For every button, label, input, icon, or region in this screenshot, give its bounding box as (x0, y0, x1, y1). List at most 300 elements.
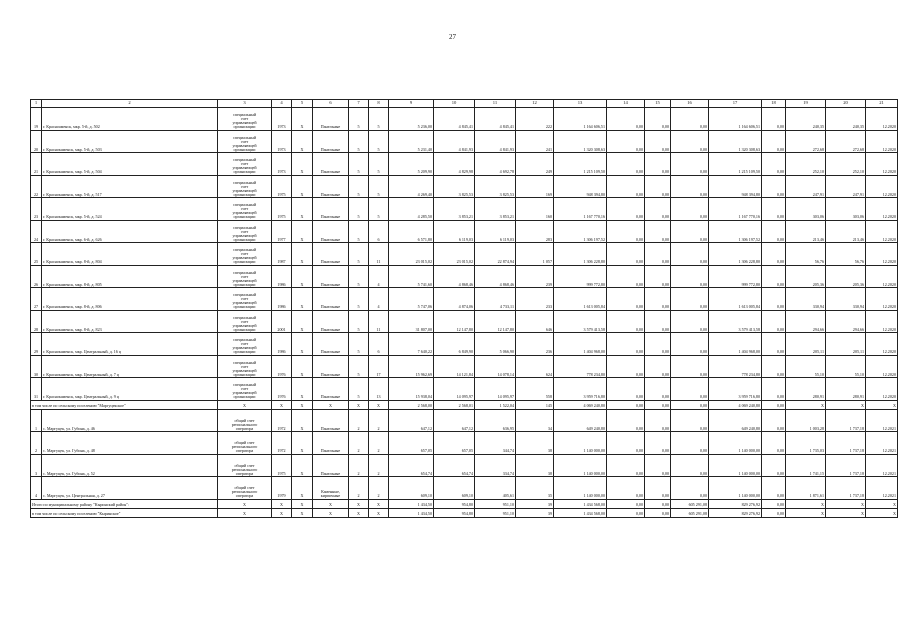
column-number-cell: 19 (786, 100, 826, 108)
fund-label-line: регионального (231, 466, 258, 472)
fund-label-line: специальный (232, 359, 257, 365)
fund-regional-cell: 0,00 (645, 153, 671, 176)
fund-label-line: регионального (231, 489, 258, 495)
fund-label-line: общий счет (234, 485, 255, 491)
fund-federal-cell: 0,00 (607, 409, 645, 432)
fund-label-line: общий счет (234, 417, 255, 423)
fund-label-line: организации (233, 124, 256, 130)
limit-cost-cell: 1 737,18 (826, 409, 866, 432)
fund-regional-cell: 0,00 (645, 265, 671, 288)
residents-cell: 1 057 (516, 243, 554, 266)
residential-area-cell: 4 868,46 (475, 265, 516, 288)
summary-value: 4 069 240,80 (709, 400, 762, 409)
fund-label-line: организации (233, 146, 256, 152)
deadline-cell: 12.2020 (866, 243, 898, 266)
wall-material-cell: Панельные (313, 265, 349, 288)
repair-cost-cell: 1 140 000,00 (554, 477, 607, 500)
summary-value: 1 522,04 (475, 400, 516, 409)
year-cell: 1976 (272, 355, 292, 378)
total-area-cell: 657,05 (389, 432, 434, 455)
fund-label-line: счет (240, 228, 249, 234)
floors-cell: 5 (349, 378, 369, 401)
fund-method-cell (218, 175, 272, 198)
fund-label-line: специальный (232, 224, 257, 230)
summary-value: 605 291,08 (671, 499, 709, 508)
fund-method-cell (218, 288, 272, 311)
wall-material-cell: Панельные (313, 355, 349, 378)
table-row (31, 108, 898, 131)
fund-label-line: счет (240, 183, 249, 189)
fund-owners-cell: 1 320 308,63 (709, 130, 762, 153)
wall-material-cell: Панельные (313, 432, 349, 455)
fund-local-cell: 0,00 (671, 243, 709, 266)
summary-mark: Х (313, 400, 349, 409)
fund-local-cell: 0,00 (671, 378, 709, 401)
premises-area-cell: 4 868,46 (434, 265, 475, 288)
repair-cost-cell: 948 394,80 (554, 175, 607, 198)
fund-owners-cell: 1 140 000,00 (709, 454, 762, 477)
repair-cost-cell: 1 320 308,63 (554, 130, 607, 153)
entrances-cell: 2 (369, 409, 389, 432)
total-row (31, 499, 898, 508)
summary-value: 0,00 (645, 508, 671, 517)
subtotal-row (31, 400, 898, 409)
table-row (31, 265, 898, 288)
floors-cell: 5 (349, 355, 369, 378)
summary-value: 0,00 (762, 400, 786, 409)
repair-cost-cell: 1 164 606,51 (554, 108, 607, 131)
total-area-cell: 23 015,02 (389, 243, 434, 266)
unit-cost-cell: 1 003,28 (786, 409, 826, 432)
fund-local-cell: 0,00 (671, 265, 709, 288)
summary-mark: Х (292, 400, 313, 409)
address-cell: с. Маргуцек, ул. Губина, д. 52 (42, 454, 218, 477)
fund-label-line: счет (240, 138, 249, 144)
total-area-cell: 4 269,40 (389, 175, 434, 198)
fund-method-cell (218, 378, 272, 401)
fund-method-cell (218, 243, 272, 266)
repair-cost-cell: 1 167 770,16 (554, 198, 607, 221)
repair-cost-cell: 3 579 413,58 (554, 310, 607, 333)
year-cell: 2001 (272, 310, 292, 333)
fund-method-cell (218, 108, 272, 131)
repair-cost-cell: 1 140 000,00 (554, 432, 607, 455)
table-row (31, 333, 898, 356)
fund-regional-cell: 0,00 (645, 108, 671, 131)
fund-label-line: специальный (232, 202, 257, 208)
unit-cost-cell: 1 871,61 (786, 477, 826, 500)
summary-value: 0,00 (671, 400, 709, 409)
residential-area-cell: 344,74 (475, 432, 516, 455)
fund-other-cell: 0,00 (762, 310, 786, 333)
fund-other-cell: 0,00 (762, 243, 786, 266)
summary-mark: Х (218, 499, 272, 508)
year-cell: 1972 (272, 432, 292, 455)
year-cell: 1986 (272, 265, 292, 288)
fund-other-cell: 0,00 (762, 477, 786, 500)
fund-owners-cell: 1 140 000,00 (709, 432, 762, 455)
summary-value: 954,80 (434, 499, 475, 508)
limit-cost-cell: 294,66 (826, 310, 866, 333)
entrances-cell: 2 (369, 432, 389, 455)
total-area-cell: 5 741,60 (389, 265, 434, 288)
summary-value: 39 (516, 499, 554, 508)
fund-label-line: общий счет (234, 462, 255, 468)
repair-cost-cell: 1 404 968,00 (554, 333, 607, 356)
residential-area-cell: 405,61 (475, 477, 516, 500)
residential-area-cell: 4 692,78 (475, 153, 516, 176)
summary-mark: Х (786, 508, 826, 517)
fund-local-cell: 0,00 (671, 175, 709, 198)
year-cell: 1977 (272, 220, 292, 243)
fund-local-cell: 0,00 (671, 108, 709, 131)
table-row (31, 198, 898, 221)
commission-year-cell: Х (292, 265, 313, 288)
entrances-cell: 2 (369, 454, 389, 477)
year-cell: 1975 (272, 198, 292, 221)
fund-owners-cell: 1 215 109,50 (709, 153, 762, 176)
residents-cell: 283 (516, 220, 554, 243)
fund-other-cell: 0,00 (762, 198, 786, 221)
address-cell: г. Краснокаменск, мкр. Центральный, д. 16 ц (42, 333, 218, 356)
commission-year-cell: Х (292, 130, 313, 153)
fund-regional-cell: 0,00 (645, 130, 671, 153)
unit-cost-cell: 205,36 (786, 265, 826, 288)
residential-area-cell: 4 841,93 (475, 130, 516, 153)
year-cell: 1975 (272, 454, 292, 477)
commission-year-cell: Х (292, 153, 313, 176)
commission-year-cell: Х (292, 333, 313, 356)
entrances-cell: 5 (369, 108, 389, 131)
deadline-cell: 12.2020 (866, 355, 898, 378)
fund-other-cell: 0,00 (762, 378, 786, 401)
fund-method-cell (218, 432, 272, 455)
fund-federal-cell: 0,00 (607, 477, 645, 500)
fund-label-line: управляющей (232, 210, 257, 216)
premises-area-cell: 4 841,93 (434, 130, 475, 153)
deadline-cell: 12.2020 (866, 288, 898, 311)
residential-area-cell: 5 066,90 (475, 333, 516, 356)
floors-cell: 5 (349, 333, 369, 356)
fund-federal-cell: 0,00 (607, 130, 645, 153)
entrances-cell: 11 (369, 243, 389, 266)
unit-cost-cell: 330,94 (786, 288, 826, 311)
residential-area-cell: 12 147,80 (475, 310, 516, 333)
summary-value: 2 568,00 (389, 400, 434, 409)
fund-label-line: специальный (232, 134, 257, 140)
unit-cost-cell: 280,91 (786, 378, 826, 401)
summary-mark: Х (369, 499, 389, 508)
address-cell: г. Краснокаменск, мкр. 5-й, д. 504 (42, 153, 218, 176)
premises-area-cell: 3 825,53 (434, 175, 475, 198)
year-cell: 1986 (272, 333, 292, 356)
fund-federal-cell: 0,00 (607, 243, 645, 266)
fund-regional-cell: 0,00 (645, 198, 671, 221)
summary-value: 0,00 (645, 400, 671, 409)
fund-regional-cell: 0,00 (645, 333, 671, 356)
total-area-cell: 647,12 (389, 409, 434, 432)
address-cell: г. Краснокаменск, мкр. Центральный, д. 7 ц (42, 355, 218, 378)
row-number: 25 (31, 243, 42, 266)
address-cell: с. Маргуцек, ул. Губина, д. 48 (42, 432, 218, 455)
summary-mark: Х (292, 499, 313, 508)
limit-cost-cell: 247,91 (826, 175, 866, 198)
limit-cost-cell: 280,91 (826, 378, 866, 401)
deadline-cell: 12.2020 (866, 198, 898, 221)
fund-method-cell (218, 198, 272, 221)
row-number: 29 (31, 333, 42, 356)
residential-area-cell: 636,95 (475, 409, 516, 432)
premises-area-cell: 14 095,97 (434, 378, 475, 401)
residents-cell: 169 (516, 175, 554, 198)
fund-owners-cell: 778 234,80 (709, 355, 762, 378)
summary-mark: Х (349, 400, 369, 409)
total-area-cell: 15 962,69 (389, 355, 434, 378)
fund-federal-cell: 0,00 (607, 265, 645, 288)
summary-value: 951,10 (475, 508, 516, 517)
residents-cell: 222 (516, 108, 554, 131)
table-row (31, 175, 898, 198)
residential-area-cell: 6 119,03 (475, 220, 516, 243)
address-cell: г. Краснокаменск, мкр. 5-й, д. 524 (42, 198, 218, 221)
fund-regional-cell: 0,00 (645, 288, 671, 311)
floors-cell: 5 (349, 288, 369, 311)
column-number-cell: 9 (389, 100, 434, 108)
fund-federal-cell: 0,00 (607, 288, 645, 311)
total-area-cell: 5 231,40 (389, 130, 434, 153)
premises-area-cell: 6 119,03 (434, 220, 475, 243)
entrances-cell: 4 (369, 265, 389, 288)
entrances-cell: 2 (369, 477, 389, 500)
commission-year-cell: Х (292, 477, 313, 500)
unit-cost-cell: 1 735,03 (786, 432, 826, 455)
summary-value: 829 276,92 (709, 508, 762, 517)
fund-label-line: специальный (232, 179, 257, 185)
premises-area-cell: 3 853,21 (434, 198, 475, 221)
fund-owners-cell: 999 772,80 (709, 265, 762, 288)
unit-cost-cell: 294,66 (786, 310, 826, 333)
fund-label-line: организации (233, 326, 256, 332)
column-number-cell: 1 (31, 100, 42, 108)
floors-cell: 5 (349, 153, 369, 176)
fund-label-line: управляющей (232, 120, 257, 126)
row-number: 21 (31, 153, 42, 176)
fund-regional-cell: 0,00 (645, 409, 671, 432)
floors-cell: 5 (349, 108, 369, 131)
fund-local-cell: 0,00 (671, 454, 709, 477)
summary-mark: Х (369, 400, 389, 409)
residents-cell: 38 (516, 454, 554, 477)
summary-mark: Х (826, 499, 866, 508)
summary-value: 1 434 568,00 (554, 499, 607, 508)
table-row (31, 432, 898, 455)
row-number: 20 (31, 130, 42, 153)
entrances-cell: 6 (369, 220, 389, 243)
fund-owners-cell: 1 140 000,00 (709, 477, 762, 500)
fund-regional-cell: 0,00 (645, 477, 671, 500)
row-number: 23 (31, 198, 42, 221)
fund-method-cell (218, 454, 272, 477)
fund-label-line: счет (240, 273, 249, 279)
fund-regional-cell: 0,00 (645, 175, 671, 198)
row-number: 19 (31, 108, 42, 131)
summary-value: 1 434,50 (389, 508, 434, 517)
wall-material-cell: Панельные (313, 333, 349, 356)
residents-cell: 35 (516, 477, 554, 500)
column-number-cell: 17 (709, 100, 762, 108)
floors-cell: 5 (349, 175, 369, 198)
limit-cost-cell: 330,94 (826, 288, 866, 311)
residents-cell: 160 (516, 198, 554, 221)
commission-year-cell: Х (292, 310, 313, 333)
summary-mark: Х (218, 508, 272, 517)
residential-area-cell: 22 874,94 (475, 243, 516, 266)
wall-material-cell: Панельные (313, 108, 349, 131)
fund-label-line: регионального (231, 421, 258, 427)
floors-cell: 2 (349, 454, 369, 477)
commission-year-cell: Х (292, 288, 313, 311)
summary-mark: Х (349, 499, 369, 508)
summary-label: Итого по муниципальному району "Кыринский район": (31, 499, 218, 508)
fund-federal-cell: 0,00 (607, 454, 645, 477)
fund-label-line: специальный (232, 112, 257, 118)
fund-owners-cell: 3 959 716,80 (709, 378, 762, 401)
fund-other-cell: 0,00 (762, 355, 786, 378)
address-cell: г. Краснокаменск, мкр. 8-й, д. 804 (42, 243, 218, 266)
fund-local-cell: 0,00 (671, 220, 709, 243)
residents-cell: 558 (516, 378, 554, 401)
column-number-cell: 21 (866, 100, 898, 108)
fund-method-cell (218, 409, 272, 432)
summary-value: 0,00 (645, 499, 671, 508)
fund-label-line: управляющей (232, 232, 257, 238)
fund-label-line: оператора (235, 448, 254, 454)
summary-mark: Х (866, 499, 898, 508)
fund-owners-cell: 1 306 228,80 (709, 243, 762, 266)
table-row (31, 288, 898, 311)
wall-material-cell: Панельные (313, 409, 349, 432)
row-number: 1 (31, 409, 42, 432)
column-number-cell: 4 (272, 100, 292, 108)
address-cell: г. Краснокаменск, мкр. 6-й, д. 626 (42, 220, 218, 243)
fund-label-line: счет (240, 386, 249, 392)
row-number: 27 (31, 288, 42, 311)
column-number-cell: 2 (42, 100, 218, 108)
fund-label-line: специальный (232, 337, 257, 343)
unit-cost-cell: 55,10 (786, 355, 826, 378)
fund-label-line: оператора (235, 425, 254, 431)
wall-material-cell: Панельные (313, 130, 349, 153)
residents-cell: 249 (516, 153, 554, 176)
column-number-cell: 15 (645, 100, 671, 108)
year-cell: 1979 (272, 477, 292, 500)
fund-label-line: специальный (232, 157, 257, 163)
address-cell: г. Красноаменск, мкр. 5-й, д. 502 (42, 108, 218, 131)
fund-local-cell: 0,00 (671, 355, 709, 378)
summary-mark: Х (292, 508, 313, 517)
fund-label-line: управляющей (232, 345, 257, 351)
fund-local-cell: 0,00 (671, 153, 709, 176)
summary-value: 1 434,50 (389, 499, 434, 508)
unit-cost-cell: 56,76 (786, 243, 826, 266)
residents-cell: 646 (516, 310, 554, 333)
address-cell: с. Маргуцек, ул. Центральная, д. 27 (42, 477, 218, 500)
total-area-cell: 5 747,06 (389, 288, 434, 311)
commission-year-cell: Х (292, 198, 313, 221)
fund-label-line: управляющей (232, 165, 257, 171)
premises-area-cell: 6 849,90 (434, 333, 475, 356)
total-area-cell: 6 571,80 (389, 220, 434, 243)
entrances-cell: 17 (369, 355, 389, 378)
residents-cell: 236 (516, 333, 554, 356)
table-row (31, 153, 898, 176)
fund-regional-cell: 0,00 (645, 220, 671, 243)
column-number-cell: 10 (434, 100, 475, 108)
fund-owners-cell: 1 167 770,16 (709, 198, 762, 221)
fund-local-cell: 0,00 (671, 310, 709, 333)
year-cell: 1986 (272, 288, 292, 311)
fund-regional-cell: 0,00 (645, 310, 671, 333)
fund-label-line: счет (240, 296, 249, 302)
column-number-cell: 8 (369, 100, 389, 108)
address-cell: г. Краснокаменск, мкр. 8-й, д. 806 (42, 288, 218, 311)
column-number-cell: 13 (554, 100, 607, 108)
fund-federal-cell: 0,00 (607, 333, 645, 356)
fund-label-line: специальный (232, 247, 257, 253)
summary-mark: Х (349, 508, 369, 517)
commission-year-cell: Х (292, 378, 313, 401)
row-number: 22 (31, 175, 42, 198)
fund-local-cell: 0,00 (671, 130, 709, 153)
deadline-cell: 12.2020 (866, 130, 898, 153)
repair-cost-cell: 1 306 197,52 (554, 220, 607, 243)
commission-year-cell: Х (292, 108, 313, 131)
year-cell: 1975 (272, 175, 292, 198)
repair-cost-cell: 1 140 000,00 (554, 454, 607, 477)
fund-label-line: управляющей (232, 300, 257, 306)
column-number-cell: 18 (762, 100, 786, 108)
fund-method-cell (218, 153, 272, 176)
column-number-cell: 3 (218, 100, 272, 108)
limit-cost-cell: 1 737,18 (826, 432, 866, 455)
fund-owners-cell: 948 394,80 (709, 175, 762, 198)
fund-label-line: организации (233, 394, 256, 400)
page-number: 27 (449, 33, 456, 41)
fund-owners-cell: 1 164 606,51 (709, 108, 762, 131)
fund-regional-cell: 0,00 (645, 243, 671, 266)
fund-label-line: организации (233, 304, 256, 310)
entrances-cell: 5 (369, 175, 389, 198)
commission-year-cell: Х (292, 355, 313, 378)
wall-material-cell: Каменные, кирпичные (313, 477, 349, 500)
summary-mark: Х (313, 508, 349, 517)
fund-owners-cell: 1 404 968,00 (709, 333, 762, 356)
fund-label-line: счет (240, 116, 249, 122)
floors-cell: 2 (349, 477, 369, 500)
commission-year-cell: Х (292, 432, 313, 455)
fund-regional-cell: 0,00 (645, 454, 671, 477)
address-cell: г. Краснокаменск, мкр. 5-й, д. 517 (42, 175, 218, 198)
wall-material-cell: Панельные (313, 220, 349, 243)
deadline-cell: 12.2020 (866, 153, 898, 176)
row-number: 30 (31, 355, 42, 378)
year-cell: 1976 (272, 378, 292, 401)
premises-area-cell: 23 015,02 (434, 243, 475, 266)
fund-other-cell: 0,00 (762, 454, 786, 477)
premises-area-cell: 14 121,84 (434, 355, 475, 378)
unit-cost-cell: 247,91 (786, 175, 826, 198)
summary-mark: Х (369, 508, 389, 517)
